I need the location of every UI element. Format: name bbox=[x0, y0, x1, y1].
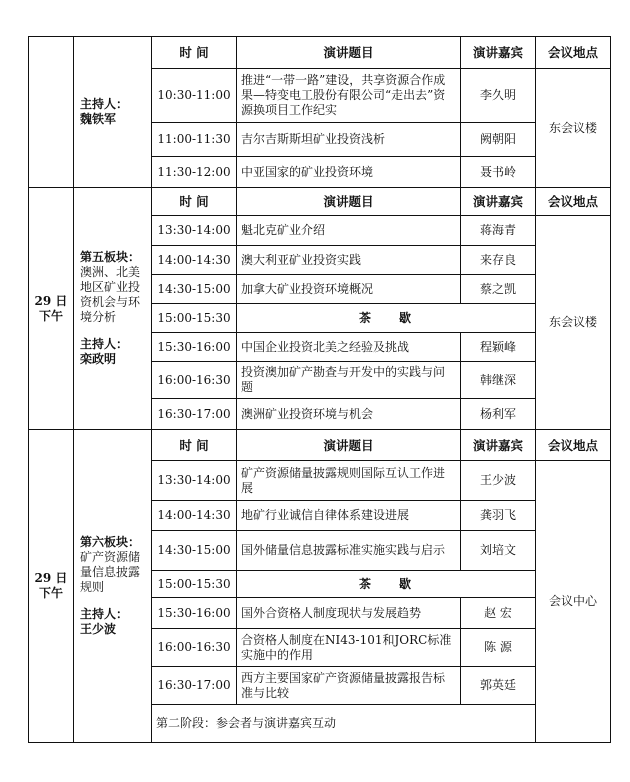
time-cell: 16:00-16:30 bbox=[152, 362, 237, 399]
header-topic: 演讲题目 bbox=[237, 37, 461, 69]
venue-cell: 东会议楼 bbox=[536, 69, 611, 188]
session-info-cell bbox=[74, 430, 152, 743]
time-cell: 10:30-11:00 bbox=[152, 69, 237, 123]
host-label: 主持人： bbox=[80, 607, 129, 621]
time-cell: 14:00-14:30 bbox=[152, 246, 237, 275]
time-cell: 11:30-12:00 bbox=[152, 157, 237, 188]
schedule-table bbox=[28, 36, 611, 743]
speaker-cell: 刘培文 bbox=[461, 531, 536, 571]
host-name: 魏铁军 bbox=[80, 112, 117, 126]
header-topic: 演讲题目 bbox=[237, 188, 461, 216]
venue-cell: 会议中心 bbox=[536, 461, 611, 743]
tea-break-label: 歇 bbox=[399, 576, 414, 591]
topic-cell: 魁北克矿业介绍 bbox=[237, 216, 461, 246]
speaker-cell: 李久明 bbox=[461, 69, 536, 123]
session-info-cell bbox=[74, 37, 152, 188]
speaker-cell: 王少波 bbox=[461, 461, 536, 501]
topic-cell: 澳大利亚矿业投资实践 bbox=[237, 246, 461, 275]
block-title: 第五板块： bbox=[80, 250, 141, 264]
speaker-cell: 阙朝阳 bbox=[461, 123, 536, 157]
tea-break-cell bbox=[237, 571, 536, 598]
date-label: 29 日 bbox=[34, 571, 68, 585]
tea-break-label: 歇 bbox=[399, 310, 414, 325]
session-info-cell bbox=[74, 188, 152, 430]
date-cell-empty bbox=[29, 37, 74, 188]
topic-cell: 国外合资格人制度现状与发展趋势 bbox=[237, 598, 461, 629]
header-row bbox=[29, 37, 611, 69]
topic-cell: 澳洲矿业投资环境与机会 bbox=[237, 399, 461, 430]
header-venue: 会议地点 bbox=[536, 188, 611, 216]
block-description: 矿产资源储量信息披露规则 bbox=[80, 550, 141, 594]
header-row bbox=[29, 430, 611, 461]
header-row bbox=[29, 188, 611, 216]
header-time: 时 间 bbox=[152, 188, 237, 216]
speaker-cell: 郭英廷 bbox=[461, 667, 536, 705]
speaker-cell: 聂书岭 bbox=[461, 157, 536, 188]
speaker-cell: 韩继深 bbox=[461, 362, 536, 399]
block-description: 澳洲、北美地区矿业投资机会与环境分析 bbox=[80, 265, 141, 324]
header-speaker: 演讲嘉宾 bbox=[461, 188, 536, 216]
stage-two-cell: 第二阶段：参会者与演讲嘉宾互动 bbox=[152, 705, 536, 743]
time-cell: 15:00-15:30 bbox=[152, 304, 237, 333]
topic-cell: 中亚国家的矿业投资环境 bbox=[237, 157, 461, 188]
topic-cell: 矿产资源储量披露规则国际互认工作进展 bbox=[237, 461, 461, 501]
time-cell: 14:30-15:00 bbox=[152, 275, 237, 304]
block-title: 第六板块： bbox=[80, 535, 141, 549]
speaker-cell: 蒋海青 bbox=[461, 216, 536, 246]
time-cell: 11:00-11:30 bbox=[152, 123, 237, 157]
header-time: 时 间 bbox=[152, 430, 237, 461]
speaker-cell: 程颖峰 bbox=[461, 333, 536, 362]
topic-cell: 加拿大矿业投资环境概况 bbox=[237, 275, 461, 304]
period-label: 下午 bbox=[38, 586, 63, 600]
speaker-cell: 蔡之凯 bbox=[461, 275, 536, 304]
time-cell: 16:00-16:30 bbox=[152, 629, 237, 667]
speaker-cell: 来存良 bbox=[461, 246, 536, 275]
period-label: 下午 bbox=[38, 308, 63, 323]
host-label: 主持人： bbox=[80, 337, 129, 351]
date-label: 29 日 bbox=[34, 293, 68, 308]
time-cell: 15:00-15:30 bbox=[152, 571, 237, 598]
speaker-cell: 陈 源 bbox=[461, 629, 536, 667]
host-name: 王少波 bbox=[80, 622, 117, 636]
time-cell: 14:30-15:00 bbox=[152, 531, 237, 571]
header-speaker: 演讲嘉宾 bbox=[461, 37, 536, 69]
topic-cell: 投资澳加矿产勘查与开发中的实践与问题 bbox=[237, 362, 461, 399]
topic-cell: 合资格人制度在NI43-101和JORC标准实施中的作用 bbox=[237, 629, 461, 667]
topic-cell: 吉尔吉斯斯坦矿业投资浅析 bbox=[237, 123, 461, 157]
tea-break-label: 茶 bbox=[358, 310, 373, 325]
topic-cell: 推进“一带一路”建设，共享资源合作成果—特变电工股份有限公司“走出去”资源换项目工作纪实 bbox=[237, 69, 461, 123]
speaker-cell: 赵 宏 bbox=[461, 598, 536, 629]
time-cell: 15:30-16:00 bbox=[152, 333, 237, 362]
time-cell: 13:30-14:00 bbox=[152, 216, 237, 246]
header-topic: 演讲题目 bbox=[237, 430, 461, 461]
speaker-cell: 龚羽飞 bbox=[461, 501, 536, 531]
header-venue: 会议地点 bbox=[536, 430, 611, 461]
topic-cell: 地矿行业诚信自律体系建设进展 bbox=[237, 501, 461, 531]
date-cell bbox=[29, 188, 74, 430]
tea-break-cell bbox=[237, 304, 536, 333]
header-venue: 会议地点 bbox=[536, 37, 611, 69]
time-cell: 13:30-14:00 bbox=[152, 461, 237, 501]
host-name: 栾政明 bbox=[80, 352, 117, 366]
topic-cell: 西方主要国家矿产资源储量披露报告标准与比较 bbox=[237, 667, 461, 705]
date-cell bbox=[29, 430, 74, 743]
host-label: 主持人： bbox=[80, 97, 129, 111]
topic-cell: 国外储量信息披露标准实施实践与启示 bbox=[237, 531, 461, 571]
topic-cell: 中国企业投资北美之经验及挑战 bbox=[237, 333, 461, 362]
time-cell: 16:30-17:00 bbox=[152, 667, 237, 705]
header-speaker: 演讲嘉宾 bbox=[461, 430, 536, 461]
header-time: 时 间 bbox=[152, 37, 237, 69]
venue-cell: 东会议楼 bbox=[536, 216, 611, 430]
time-cell: 14:00-14:30 bbox=[152, 501, 237, 531]
time-cell: 16:30-17:00 bbox=[152, 399, 237, 430]
tea-break-label: 茶 bbox=[358, 576, 373, 591]
time-cell: 15:30-16:00 bbox=[152, 598, 237, 629]
speaker-cell: 杨利军 bbox=[461, 399, 536, 430]
